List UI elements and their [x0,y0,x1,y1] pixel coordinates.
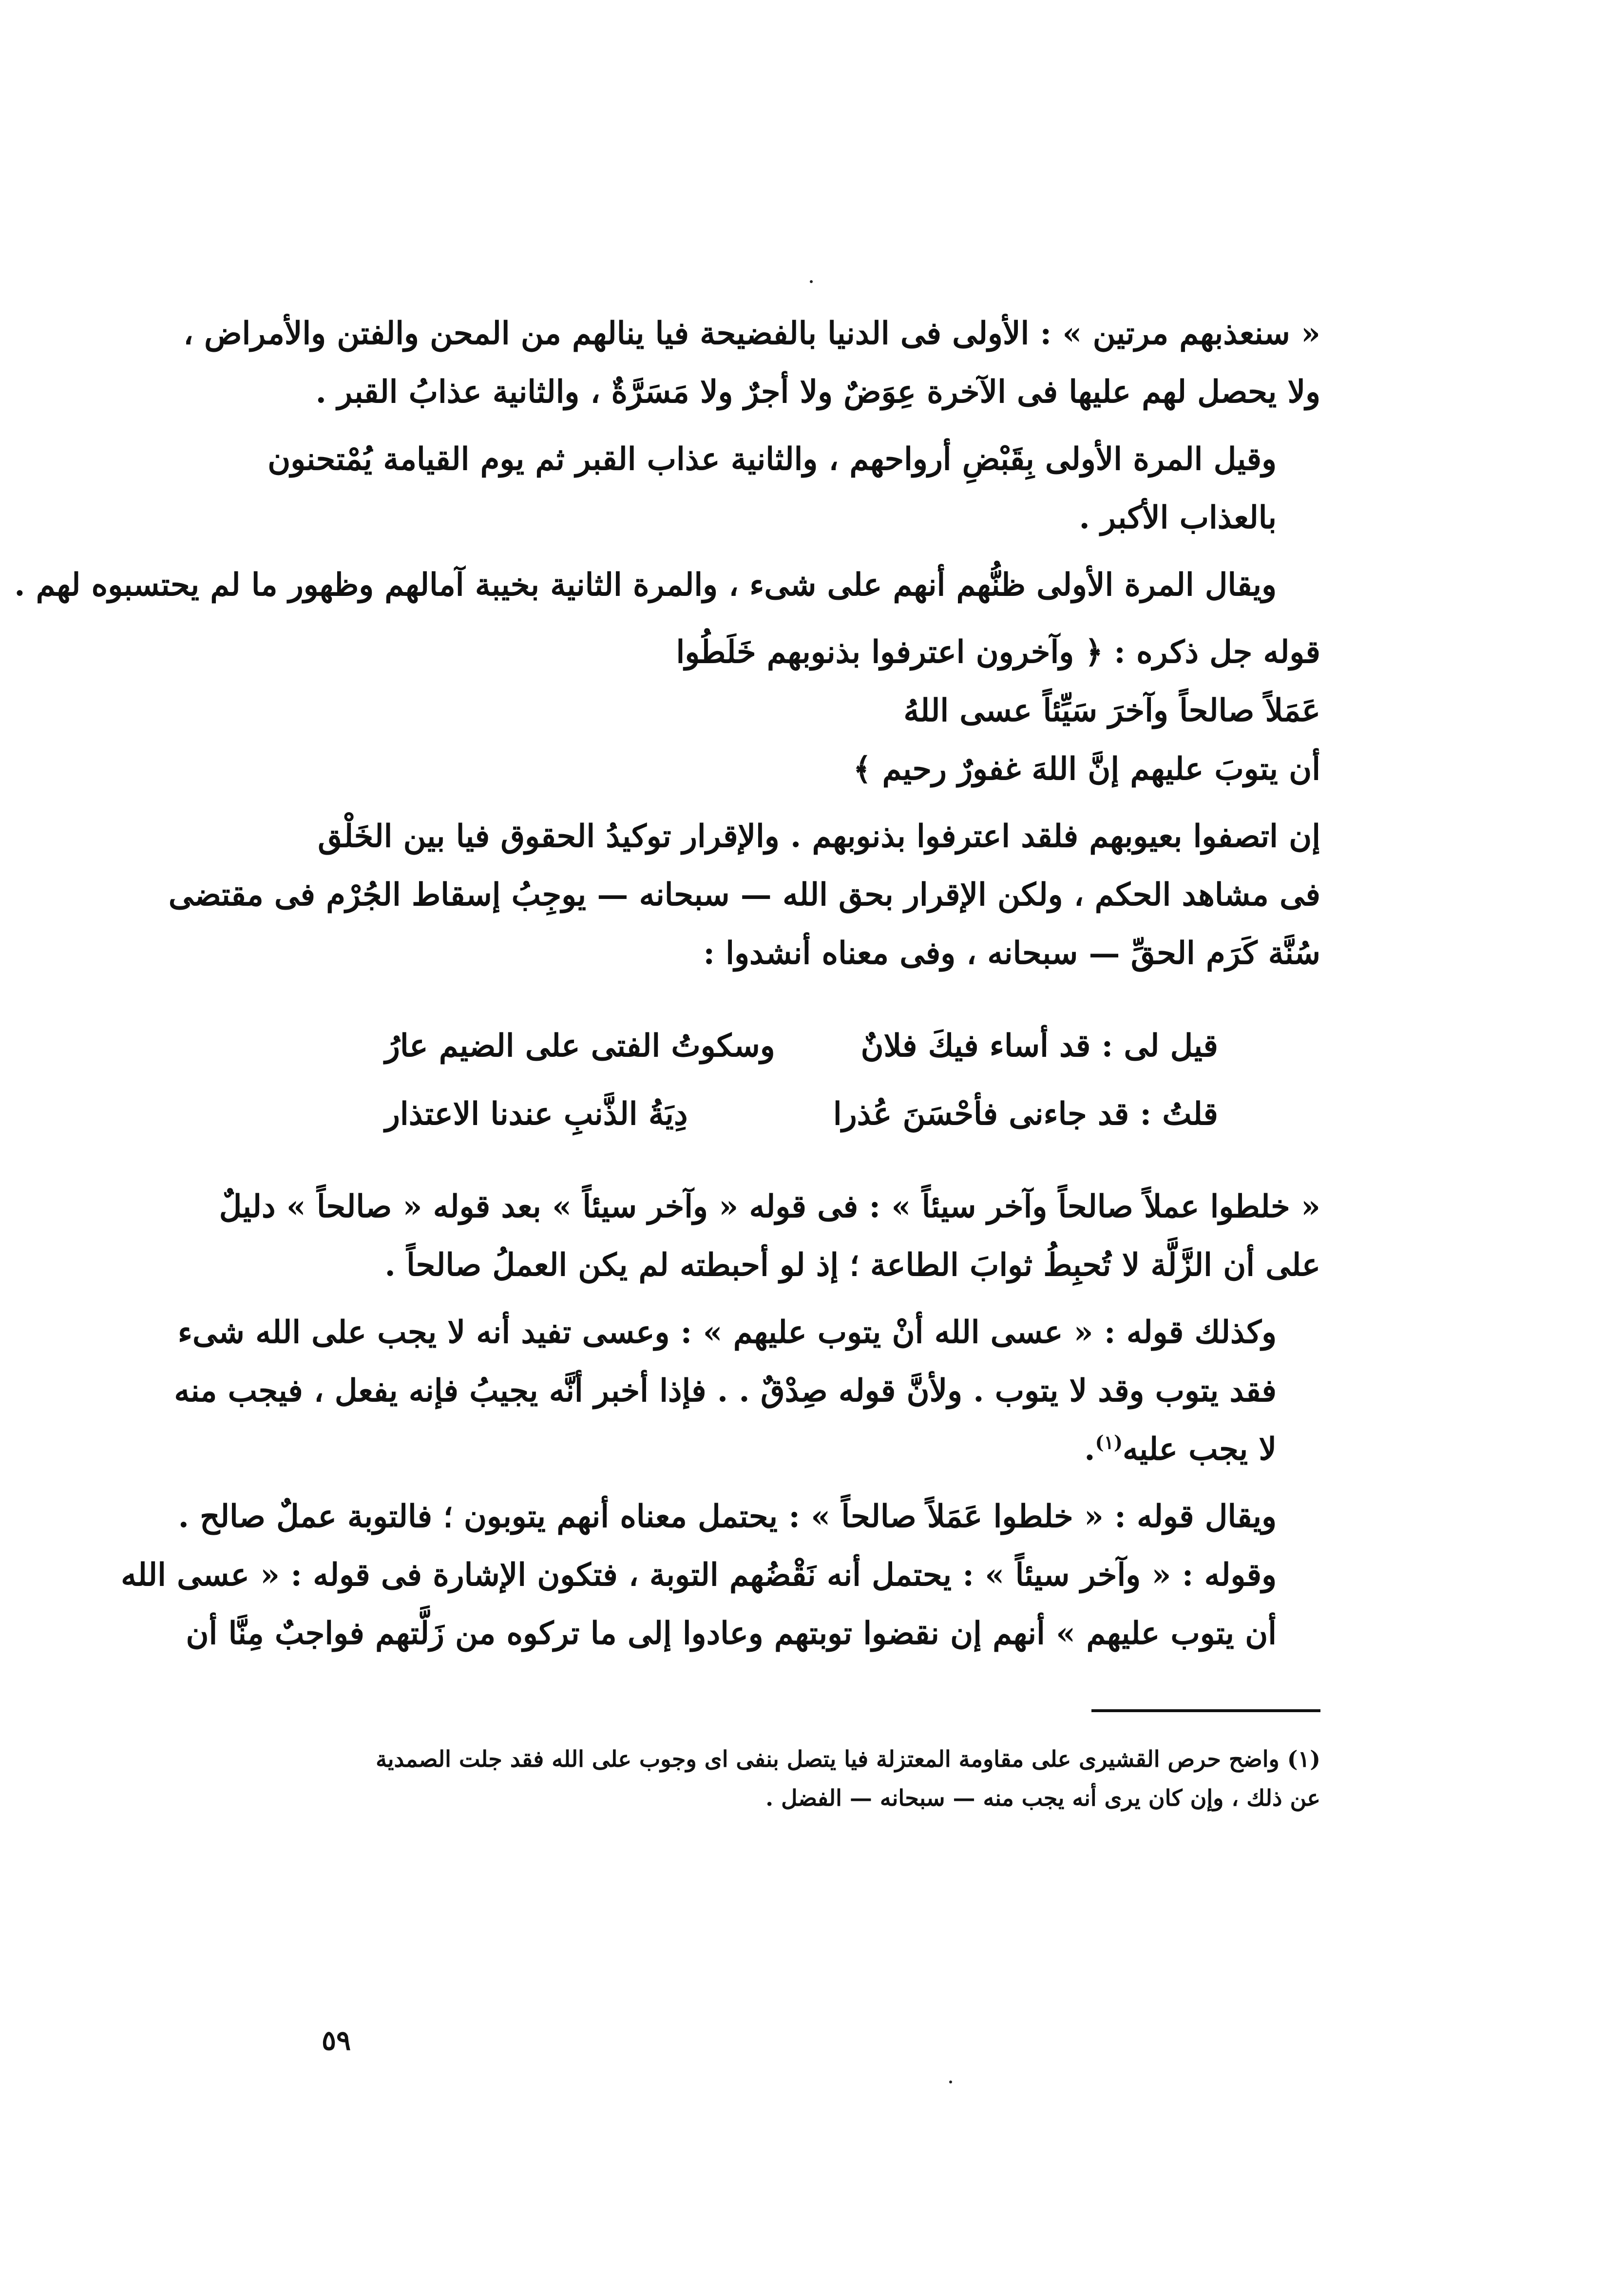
text-line: عَمَلاً صالحاً وآخرَ سَيِّئاً عسى اللهُ [903,692,1320,729]
poem-hemistich: قلتُ : قد جاءنى فأحْسَنَ عُذرا [833,1096,1218,1132]
footnote-line: (١) واضح حرص القشيرى على مقاومة المعتزلة فيا يتصل بنفى اى وجوب على الله فقد جلت الصمدية [376,1746,1320,1772]
poem [385,1012,1218,1148]
paragraph-1 [183,305,1320,421]
text-line [287,1420,1320,1479]
text-line: فقد يتوب وقد لا يتوب . ولأنَّ قوله صِدْقٌ . . فإذا أخبر أنَّه يجيبُ فإنه يفعل ، فيجب منه [174,1373,1277,1409]
page-number: ٥٩ [322,2024,351,2057]
text-line: على أن الزَّلَّة لا تُحبِطُ ثوابَ الطاعة ؛ إذ لو أحبطته لم يكن العملُ صالحاً . [384,1247,1320,1283]
poem-hemistich: قيل لى : قد أساء فيكَ فلانٌ [860,1028,1218,1064]
text-line: فى مشاهد الحكم ، ولكن الإقرار بحق الله — سبحانه — يوجِبُ إسقاط الجُرْم فى مقتضى [168,877,1320,913]
text-line: سُنَّة كَرَم الحقِّ — سبحانه ، وفى معناه أنشدوا : [703,935,1320,972]
text-line: إن اتصفوا بعيوبهم فلقد اعترفوا بذنوبهم . والإقرار توكيدُ الحقوق فيا بين الخَلْق [318,818,1320,855]
footnote-marker[interactable]: (١) [1095,1431,1123,1453]
footnote [287,1739,1320,1817]
text-fragment: لا يجب عليه [1122,1431,1277,1468]
text-line: أن يتوبَ عليهم إنَّ اللهَ غفورٌ رحيم ﴾ [853,751,1320,787]
paragraph-7 [174,1303,1320,1479]
poem-line [385,1012,1218,1080]
text-fragment: . [1084,1431,1095,1468]
paragraph-8 [121,1488,1320,1663]
text-line: ويقال قوله : « خلطوا عَمَلاً صالحاً » : يحتمل معناه أنهم يتوبون ؛ فالتوبة عملٌ صالح . [178,1498,1277,1535]
text-line: قوله جل ذكره : ﴿ وآخرون اعترفوا بذنوبهم خَلَطُوا [676,634,1320,670]
poem-hemistich: وسكوتُ الفتى على الضيم عارُ [385,1028,775,1064]
text-line: أن يتوب عليهم » أنهم إن نقضوا توبتهم وعادوا إلى ما تركوه من زَلَّتهم فواجبٌ مِنَّا أن [186,1615,1277,1652]
text-line: « سنعذبهم مرتين » : الأولى فى الدنيا بالفضيحة فيا ينالهم من المحن والفتن والأمراض ، [183,315,1320,352]
quran-verse-block [287,623,1320,799]
paragraph-2 [267,430,1320,547]
text-line: وقيل المرة الأولى بِقَبْضِ أرواحهم ، والثانية عذاب القبر ثم يوم القيامة يُمْتحنون [267,441,1277,477]
text-line: « خلطوا عملاً صالحاً وآخر سيئاً » : فى قوله « وآخر سيئاً » بعد قوله « صالحاً » دليلٌ [219,1188,1320,1225]
print-speck [810,280,813,283]
paragraph-3 [14,556,1320,614]
text-line: ويقال المرة الأولى ظنُّهم أنهم على شىء ، والمرة الثانية بخيبة آمالهم وظهور ما لم يحتسبوه لهم . [14,567,1277,603]
text-line: وقوله : « وآخر سيئاً » : يحتمل أنه نَقْضُهم التوبة ، فتكون الإشارة فى قوله : « عسى الله [121,1557,1277,1593]
paragraph-5 [168,807,1320,983]
poem-line [385,1080,1218,1148]
print-speck [949,2081,952,2083]
footnote-line: عن ذلك ، وإن كان يرى أنه يجب منه — سبحانه — الفضل . [765,1785,1320,1811]
text-line: بالعذاب الأكبر . [1079,499,1277,536]
text-line: وكذلك قوله : « عسى الله أنْ يتوب عليهم » : وعسى تفيد أنه لا يجب على الله شىء [177,1314,1277,1351]
footnote-divider [1091,1709,1320,1712]
text-line: ولا يحصل لهم عليها فى الآخرة عِوَضٌ ولا أجرٌ ولا مَسَرَّةٌ ، والثانية عذابُ القبر . [315,374,1320,410]
paragraph-6 [219,1178,1320,1295]
poem-hemistich: دِيَةُ الذَّنبِ عندنا الاعتذار [385,1096,688,1132]
main-text [14,305,1320,1672]
